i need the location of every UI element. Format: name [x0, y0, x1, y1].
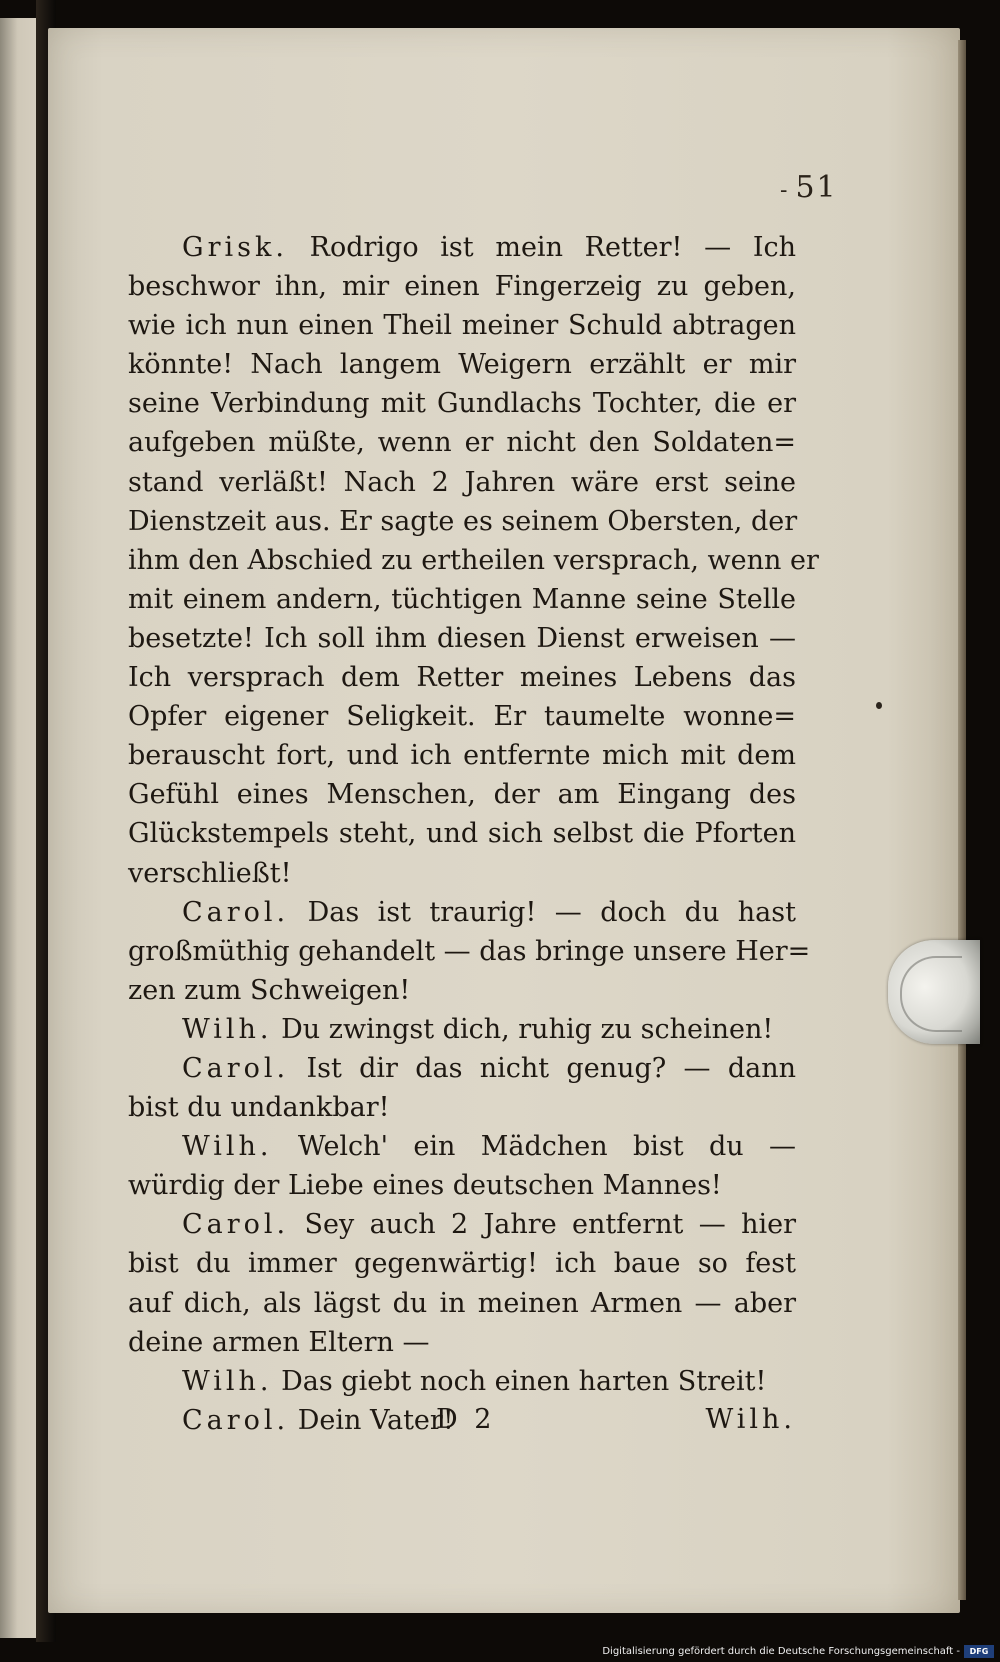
body-text	[128, 228, 819, 1440]
line-text: stand verläßt! Nach 2 Jahren wäre erst seine	[128, 466, 796, 498]
page-stack-edge	[958, 40, 966, 1600]
text-line	[128, 1362, 796, 1401]
catchword: Wilh.	[705, 1404, 796, 1435]
text-line	[128, 1049, 796, 1088]
line-text: Du zwingst dich, ruhig zu scheinen!	[281, 1013, 774, 1045]
line-text: wie ich nun einen Theil meiner Schuld abtragen	[128, 310, 796, 342]
page-number	[780, 170, 838, 205]
page-number-value: 51	[795, 170, 838, 205]
text-line	[128, 1088, 796, 1127]
line-text: zen zum Schweigen!	[128, 974, 411, 1006]
line-text: Das giebt noch einen harten Streit!	[281, 1365, 767, 1397]
page-number-dash: -	[780, 178, 790, 203]
text-line	[128, 658, 796, 697]
text-line	[128, 1244, 796, 1283]
line-text: berauscht fort, und ich entfernte mich mit dem	[128, 740, 796, 772]
text-line	[128, 228, 796, 267]
line-text: Dein Vater!	[297, 1404, 454, 1436]
text-line	[128, 345, 796, 384]
text-line	[128, 1205, 796, 1244]
text-line	[128, 502, 796, 541]
line-text: auf dich, als lägst du in meinen Armen — aber	[128, 1287, 796, 1319]
speaker-name: Wilh.	[182, 1365, 273, 1397]
line-text: Glückstempels steht, und sich selbst die Pforten	[128, 818, 796, 850]
speaker-name: Wilh.	[182, 1131, 273, 1163]
text-line	[128, 814, 796, 853]
text-line	[128, 932, 811, 971]
text-line	[128, 775, 796, 814]
line-text: Ist dir das nicht genug? — dann	[306, 1052, 796, 1084]
line-text: bist du immer gegenwärtig! ich baue so fest	[128, 1248, 796, 1280]
line-text: Rodrigo ist mein Retter! — Ich	[309, 232, 796, 263]
text-line	[128, 306, 796, 345]
text-line	[128, 1323, 796, 1362]
line-text: aufgeben müßte, wenn er nicht den Soldaten=	[128, 427, 796, 459]
line-text: würdig der Liebe eines deutschen Mannes!	[128, 1170, 722, 1202]
text-line	[128, 971, 796, 1010]
text-line	[128, 580, 796, 619]
speaker-name: Carol.	[182, 896, 290, 928]
text-line	[128, 1010, 796, 1049]
text-line	[128, 541, 819, 580]
text-line	[128, 423, 796, 462]
line-text: verschließt!	[128, 857, 292, 889]
line-text: deine armen Eltern —	[128, 1326, 430, 1358]
line-text: Welch' ein Mädchen bist du —	[297, 1131, 796, 1163]
line-text: besetzte! Ich soll ihm diesen Dienst erweisen —	[128, 622, 796, 654]
line-text: ihm den Abschied zu ertheilen versprach, wenn er	[128, 544, 819, 576]
text-line	[128, 1166, 796, 1205]
text-line	[128, 1284, 796, 1323]
text-line	[128, 697, 796, 736]
line-text: mit einem andern, tüchtigen Manne seine Stelle	[128, 583, 796, 615]
line-text: beschwor ihn, mir einen Fingerzeig zu geben,	[128, 271, 796, 303]
dfg-logo: DFG	[964, 1645, 994, 1658]
line-text: Gefühl eines Menschen, der am Eingang des	[128, 779, 796, 811]
line-text: Dienstzeit aus. Er sagte es seinem Obersten, der	[128, 505, 798, 537]
signature-mark: D 2	[436, 1404, 496, 1435]
text-line	[128, 267, 796, 306]
speaker-name: Wilh.	[182, 1013, 273, 1045]
speaker-name: Carol.	[182, 1404, 290, 1436]
speaker-name: Carol.	[182, 1052, 290, 1084]
text-line	[128, 893, 796, 932]
page-footer	[128, 1404, 796, 1444]
line-text: Ich versprach dem Retter meines Lebens das	[128, 662, 796, 694]
line-text: Das ist traurig! — doch du hast	[307, 896, 796, 928]
line-text: Sey auch 2 Jahre entfernt — hier	[304, 1209, 796, 1241]
text-line	[128, 384, 796, 423]
line-text: Opfer eigener Seligkeit. Er taumelte wonne=	[128, 701, 796, 733]
text-line	[128, 1127, 796, 1166]
speaker-name: Carol.	[182, 1209, 290, 1241]
text-line	[128, 619, 796, 658]
text-line	[128, 854, 796, 893]
line-text: könnte! Nach langem Weigern erzählt er mir	[128, 349, 796, 381]
text-line	[128, 463, 796, 502]
line-text: seine Verbindung mit Gundlachs Tochter, die er	[128, 388, 796, 420]
line-text: großmüthig gehandelt — das bringe unsere Her=	[128, 935, 811, 967]
text-line	[128, 736, 796, 775]
ink-speck	[876, 702, 882, 709]
page-clip-ring	[900, 956, 962, 1032]
speaker-name: Grisk.	[182, 232, 288, 263]
line-text: bist du undankbar!	[128, 1092, 390, 1124]
page-clip	[888, 940, 980, 1044]
digitization-credit: Digitalisierung gefördert durch die Deutsche Forschungsgemeinschaft -	[602, 1646, 960, 1657]
